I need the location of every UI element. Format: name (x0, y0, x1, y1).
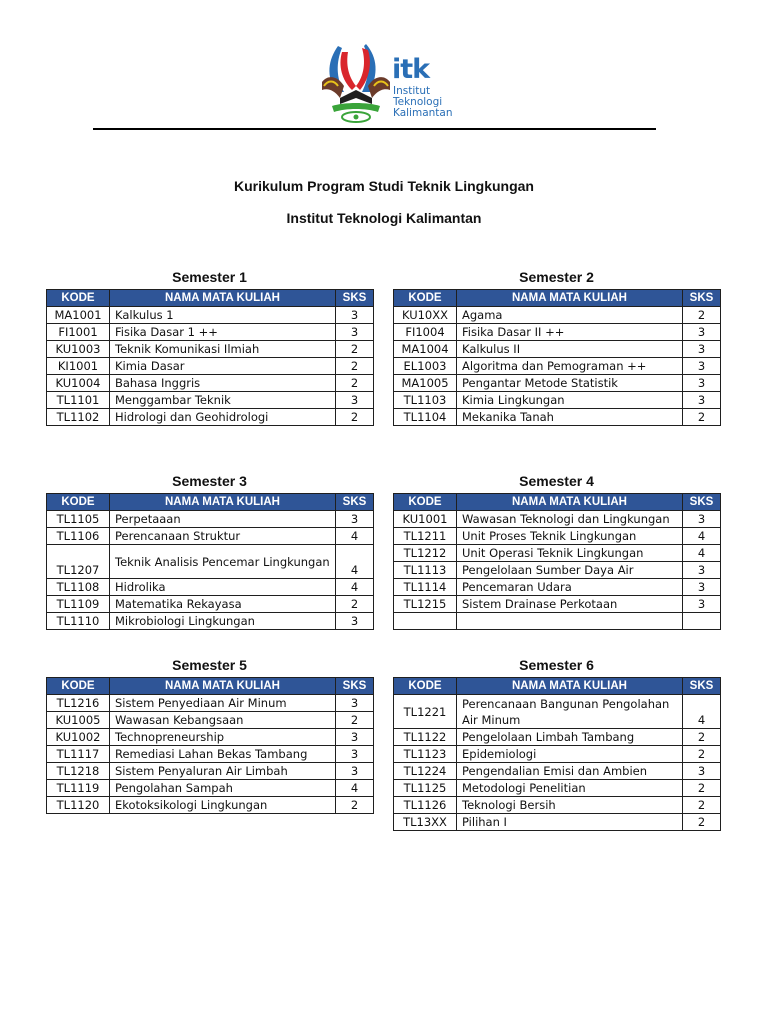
course-credits: 3 (683, 562, 721, 579)
table-row (47, 579, 374, 596)
itk-logo (318, 42, 458, 128)
course-code: TL1119 (47, 780, 110, 797)
header-sks: SKS (683, 494, 721, 511)
course-credits: 4 (336, 528, 374, 545)
course-table (393, 493, 721, 630)
course-code: TL1113 (394, 562, 457, 579)
course-name: Pengelolaan Sumber Daya Air (457, 562, 683, 579)
header-kode: KODE (47, 494, 110, 511)
course-name: Teknik Analisis Pencemar Lingkungan (110, 545, 336, 579)
course-credits: 2 (336, 409, 374, 426)
header-nama: NAMA MATA KULIAH (457, 290, 683, 307)
table-row (394, 528, 721, 545)
course-credits: 3 (683, 596, 721, 613)
table-row (47, 712, 374, 729)
course-name: Unit Proses Teknik Lingkungan (457, 528, 683, 545)
table-row (394, 763, 721, 780)
course-code: TL1216 (47, 695, 110, 712)
course-name: Technopreneurship (110, 729, 336, 746)
table-row (47, 763, 374, 780)
course-credits: 3 (683, 579, 721, 596)
course-credits: 2 (683, 307, 721, 324)
course-credits: 3 (683, 358, 721, 375)
table-header-row (394, 678, 721, 695)
course-name: Fisika Dasar II ++ (457, 324, 683, 341)
table-header-row (394, 494, 721, 511)
course-credits: 2 (683, 814, 721, 831)
course-code: TL1108 (47, 579, 110, 596)
course-name: Perpetaaan (110, 511, 336, 528)
table-row (394, 409, 721, 426)
course-code: TL1207 (47, 545, 110, 579)
course-name: Perencanaan Struktur (110, 528, 336, 545)
header-nama: NAMA MATA KULIAH (457, 494, 683, 511)
table-row (47, 695, 374, 712)
header-nama: NAMA MATA KULIAH (110, 678, 336, 695)
course-name: Pengelolaan Limbah Tambang (457, 729, 683, 746)
course-credits: 2 (336, 375, 374, 392)
header-sks: SKS (336, 494, 374, 511)
course-credits: 3 (336, 729, 374, 746)
table-row (394, 729, 721, 746)
course-credits: 2 (683, 729, 721, 746)
table-row (394, 695, 721, 729)
header-sks: SKS (336, 290, 374, 307)
course-name: Mikrobiologi Lingkungan (110, 613, 336, 630)
course-code: KU1001 (394, 511, 457, 528)
course-table (393, 289, 721, 426)
table-row (394, 596, 721, 613)
semester-block (46, 267, 373, 426)
course-name: Matematika Rekayasa (110, 596, 336, 613)
course-credits: 3 (336, 695, 374, 712)
table-header-row (47, 290, 374, 307)
course-credits: 2 (683, 780, 721, 797)
course-code: TL1106 (47, 528, 110, 545)
course-code: KU1004 (47, 375, 110, 392)
course-name: Menggambar Teknik (110, 392, 336, 409)
course-credits: 4 (683, 695, 721, 729)
course-code: TL1212 (394, 545, 457, 562)
course-credits: 3 (683, 341, 721, 358)
course-name: Teknologi Bersih (457, 797, 683, 814)
course-name: Pengantar Metode Statistik (457, 375, 683, 392)
course-name: Pengendalian Emisi dan Ambien (457, 763, 683, 780)
logo-line: Teknologi (393, 96, 443, 108)
course-credits: 2 (336, 358, 374, 375)
course-credits: 4 (336, 780, 374, 797)
course-credits: 3 (336, 324, 374, 341)
table-row (47, 528, 374, 545)
course-name: Unit Operasi Teknik Lingkungan (457, 545, 683, 562)
semester-title: Semester 2 (519, 269, 594, 285)
table-row (47, 392, 374, 409)
course-credits: 3 (336, 613, 374, 630)
course-code: TL1122 (394, 729, 457, 746)
table-header-row (47, 494, 374, 511)
semester-title: Semester 3 (172, 473, 247, 489)
course-credits: 3 (683, 392, 721, 409)
course-name: Pencemaran Udara (457, 579, 683, 596)
course-credits: 4 (336, 545, 374, 579)
header-rule (93, 128, 656, 130)
table-header-row (47, 678, 374, 695)
course-code: KU1002 (47, 729, 110, 746)
course-credits: 2 (336, 596, 374, 613)
table-row (394, 814, 721, 831)
table-row (47, 511, 374, 528)
course-name: Ekotoksikologi Lingkungan (110, 797, 336, 814)
header-kode: KODE (47, 290, 110, 307)
header-kode: KODE (394, 678, 457, 695)
table-row (47, 409, 374, 426)
course-credits: 4 (683, 528, 721, 545)
table-row (47, 729, 374, 746)
table-row (394, 392, 721, 409)
course-code: MA1004 (394, 341, 457, 358)
course-name: Wawasan Teknologi dan Lingkungan (457, 511, 683, 528)
course-credits: 2 (683, 797, 721, 814)
table-row (394, 341, 721, 358)
course-name: Kimia Lingkungan (457, 392, 683, 409)
course-code: TL1104 (394, 409, 457, 426)
course-name: Remediasi Lahan Bekas Tambang (110, 746, 336, 763)
header-sks: SKS (336, 678, 374, 695)
table-row (394, 797, 721, 814)
semester-block (393, 267, 720, 426)
table-header-row (394, 290, 721, 307)
table-row (394, 375, 721, 392)
course-name: Sistem Penyediaan Air Minum (110, 695, 336, 712)
course-credits: 3 (336, 392, 374, 409)
table-row (394, 562, 721, 579)
logo-line: Institut (393, 85, 431, 97)
course-code: TL1117 (47, 746, 110, 763)
table-row (47, 746, 374, 763)
table-row (394, 579, 721, 596)
semester-title: Semester 4 (519, 473, 594, 489)
course-code: TL1101 (47, 392, 110, 409)
header-sks: SKS (683, 678, 721, 695)
course-name: Mekanika Tanah (457, 409, 683, 426)
course-name: Pilihan I (457, 814, 683, 831)
course-name: Wawasan Kebangsaan (110, 712, 336, 729)
course-credits: 3 (683, 375, 721, 392)
logo-mark-text: itk (392, 54, 430, 85)
course-code: MA1005 (394, 375, 457, 392)
document-subtitle: Institut Teknologi Kalimantan (286, 210, 482, 226)
course-name: Kalkulus 1 (110, 307, 336, 324)
course-credits: 4 (336, 579, 374, 596)
table-row (394, 307, 721, 324)
header-nama: NAMA MATA KULIAH (110, 290, 336, 307)
course-code: TL1120 (47, 797, 110, 814)
course-credits: 3 (336, 307, 374, 324)
course-code: TL1103 (394, 392, 457, 409)
course-code: TL1123 (394, 746, 457, 763)
course-code: TL1215 (394, 596, 457, 613)
course-name (457, 613, 683, 630)
table-row (394, 324, 721, 341)
table-row (47, 358, 374, 375)
table-row (47, 780, 374, 797)
course-code: KU1003 (47, 341, 110, 358)
course-name: Hidrologi dan Geohidrologi (110, 409, 336, 426)
semester-title: Semester 5 (172, 657, 247, 673)
course-credits: 2 (683, 409, 721, 426)
table-row (394, 511, 721, 528)
course-code: TL1125 (394, 780, 457, 797)
semester-block (46, 655, 373, 814)
course-credits: 2 (336, 341, 374, 358)
course-code: KU1005 (47, 712, 110, 729)
course-credits: 3 (336, 763, 374, 780)
course-name: Metodologi Penelitian (457, 780, 683, 797)
semester-title: Semester 1 (172, 269, 247, 285)
course-credits: 3 (683, 511, 721, 528)
course-code (394, 613, 457, 630)
course-name: Bahasa Inggris (110, 375, 336, 392)
header-nama: NAMA MATA KULIAH (457, 678, 683, 695)
course-name: Fisika Dasar 1 ++ (110, 324, 336, 341)
course-name: Hidrolika (110, 579, 336, 596)
course-code: KI1001 (47, 358, 110, 375)
header-nama: NAMA MATA KULIAH (110, 494, 336, 511)
course-code: EL1003 (394, 358, 457, 375)
course-code: KU10XX (394, 307, 457, 324)
table-row (394, 746, 721, 763)
course-code: TL1102 (47, 409, 110, 426)
course-code: TL1218 (47, 763, 110, 780)
semester-block (393, 471, 720, 630)
course-name: Epidemiologi (457, 746, 683, 763)
itk-emblem-icon (318, 42, 394, 128)
header-kode: KODE (394, 290, 457, 307)
course-code: FI1001 (47, 324, 110, 341)
header-kode: KODE (47, 678, 110, 695)
course-code: TL1105 (47, 511, 110, 528)
course-name: Agama (457, 307, 683, 324)
course-credits: 2 (683, 746, 721, 763)
table-row (47, 375, 374, 392)
course-code: TL1221 (394, 695, 457, 729)
table-row (47, 307, 374, 324)
table-row (47, 797, 374, 814)
course-credits: 2 (336, 712, 374, 729)
document-title: Kurikulum Program Studi Teknik Lingkungan (234, 178, 534, 194)
course-table (46, 289, 374, 426)
course-code: TL1114 (394, 579, 457, 596)
course-credits: 3 (683, 763, 721, 780)
course-name: Kalkulus II (457, 341, 683, 358)
table-row (394, 358, 721, 375)
course-name: Kimia Dasar (110, 358, 336, 375)
header-kode: KODE (394, 494, 457, 511)
semester-block (393, 655, 720, 831)
course-credits (683, 613, 721, 630)
course-code: TL1126 (394, 797, 457, 814)
course-credits: 3 (336, 511, 374, 528)
logo-institution-name (393, 86, 453, 119)
course-table (46, 493, 374, 630)
course-code: MA1001 (47, 307, 110, 324)
table-row (47, 613, 374, 630)
course-code: TL1224 (394, 763, 457, 780)
course-code: TL1109 (47, 596, 110, 613)
table-row (47, 545, 374, 579)
table-row (394, 780, 721, 797)
course-name: Algoritma dan Pemograman ++ (457, 358, 683, 375)
course-credits: 4 (683, 545, 721, 562)
course-code: FI1004 (394, 324, 457, 341)
table-row (47, 596, 374, 613)
course-credits: 3 (336, 746, 374, 763)
table-row (394, 613, 721, 630)
course-credits: 2 (336, 797, 374, 814)
course-name: Teknik Komunikasi Ilmiah (110, 341, 336, 358)
semester-title: Semester 6 (519, 657, 594, 673)
course-table (46, 677, 374, 814)
header-sks: SKS (683, 290, 721, 307)
course-name: Sistem Drainase Perkotaan (457, 596, 683, 613)
course-code: TL13XX (394, 814, 457, 831)
course-credits: 3 (683, 324, 721, 341)
course-name: Perencanaan Bangunan Pengolahan Air Minum (457, 695, 683, 729)
course-table (393, 677, 721, 831)
table-row (394, 545, 721, 562)
table-row (47, 324, 374, 341)
semester-block (46, 471, 373, 630)
logo-line: Kalimantan (393, 107, 453, 119)
course-name: Sistem Penyaluran Air Limbah (110, 763, 336, 780)
course-code: TL1211 (394, 528, 457, 545)
table-row (47, 341, 374, 358)
course-code: TL1110 (47, 613, 110, 630)
course-name: Pengolahan Sampah (110, 780, 336, 797)
